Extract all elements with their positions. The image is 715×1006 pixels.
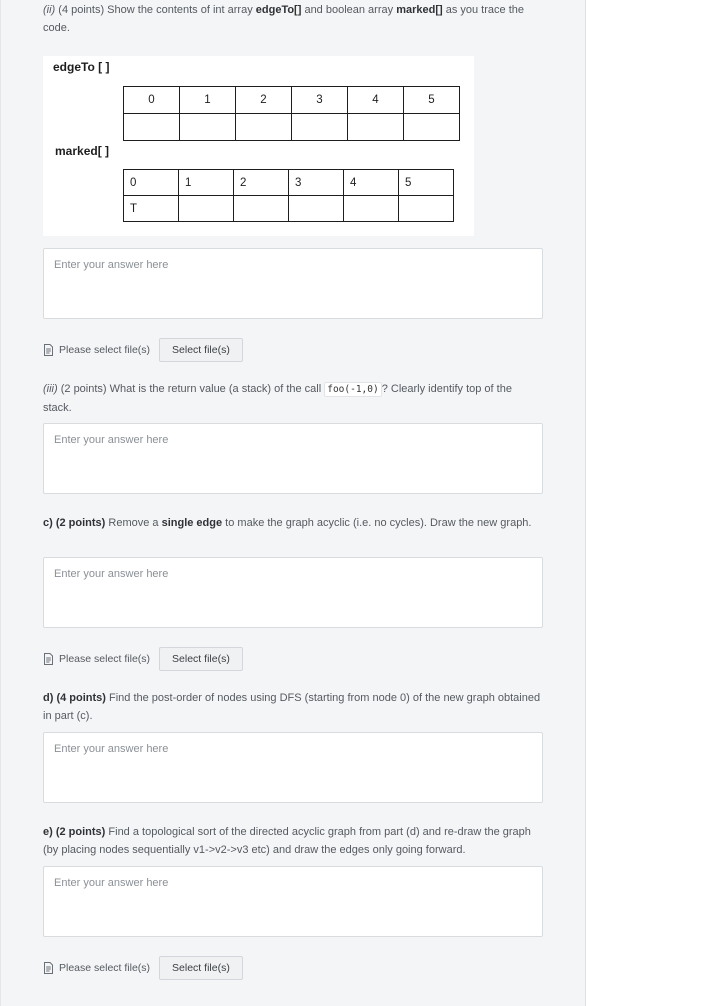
file-hint: Please select file(s) — [59, 962, 151, 974]
answer-box-d[interactable] — [43, 732, 543, 803]
answer-box-iii[interactable] — [43, 423, 543, 494]
marked-cell: T — [124, 196, 179, 222]
edgeto-index: 0 — [124, 87, 180, 114]
edgeto-index: 1 — [180, 87, 236, 114]
answer-input-d[interactable] — [44, 733, 542, 802]
file-upload-row-ii — [43, 338, 243, 362]
edgeto-cell — [404, 114, 460, 141]
edgeto-cell — [292, 114, 348, 141]
edgeto-index: 3 — [292, 87, 348, 114]
marked-cell — [399, 196, 454, 222]
question-d-text: d) (4 points) Find the post-order of nodes using DFS (starting from node 0) of the new graph obtained in part (c). — [43, 692, 541, 722]
question-ii-text: (ii) (4 points) Show the contents of int array edgeTo[] and boolean array marked[] as you trace the code. — [43, 4, 524, 34]
answer-box-c[interactable] — [43, 557, 543, 628]
edgeto-cell — [124, 114, 180, 141]
edgeto-label: edgeTo [ ] — [53, 60, 110, 74]
select-files-button[interactable]: Select file(s) — [159, 956, 243, 980]
answer-input-e[interactable] — [44, 867, 542, 936]
marked-table — [123, 169, 454, 222]
marked-index: 0 — [124, 170, 179, 196]
document-icon — [43, 653, 54, 665]
select-files-button[interactable]: Select file(s) — [159, 647, 243, 671]
file-upload-row-c — [43, 647, 243, 671]
marked-cell — [179, 196, 234, 222]
code-snippet: foo(-1,0) — [324, 382, 381, 397]
answer-box-e[interactable] — [43, 866, 543, 937]
edgeto-index: 2 — [236, 87, 292, 114]
answer-input-c[interactable] — [44, 558, 542, 627]
edgeto-index: 4 — [348, 87, 404, 114]
file-hint: Please select file(s) — [59, 344, 151, 356]
edgeto-table — [123, 86, 460, 141]
marked-cell — [289, 196, 344, 222]
document-icon — [43, 962, 54, 974]
marked-cell — [234, 196, 289, 222]
edgeto-cell — [236, 114, 292, 141]
select-files-button[interactable]: Select file(s) — [159, 338, 243, 362]
marked-label: marked[ ] — [55, 144, 110, 158]
edgeto-cell — [348, 114, 404, 141]
marked-index: 1 — [179, 170, 234, 196]
document-icon — [43, 344, 54, 356]
marked-index: 2 — [234, 170, 289, 196]
answer-input-ii[interactable] — [44, 249, 542, 318]
answer-box-ii[interactable] — [43, 248, 543, 319]
answer-input-iii[interactable] — [44, 424, 542, 493]
file-hint: Please select file(s) — [59, 653, 151, 665]
edgeto-cell — [180, 114, 236, 141]
question-e-text: e) (2 points) Find a topological sort of the directed acyclic graph from part (d) and re-draw the graph (by placing nodes sequentially v1->v2->v3 etc) and draw the edges only going forward. — [43, 826, 531, 856]
marked-cell — [344, 196, 399, 222]
array-trace-figure — [43, 56, 474, 236]
file-upload-row-e — [43, 956, 243, 980]
marked-index: 3 — [289, 170, 344, 196]
marked-index: 4 — [344, 170, 399, 196]
marked-index: 5 — [399, 170, 454, 196]
question-c-text: c) (2 points) Remove a single edge to make the graph acyclic (i.e. no cycles). Draw the new graph. — [43, 517, 532, 529]
question-iii-text: (iii) (2 points) What is the return value (a stack) of the call foo(-1,0) ? Clearly identify top of the stack. — [43, 383, 512, 414]
edgeto-index: 5 — [404, 87, 460, 114]
